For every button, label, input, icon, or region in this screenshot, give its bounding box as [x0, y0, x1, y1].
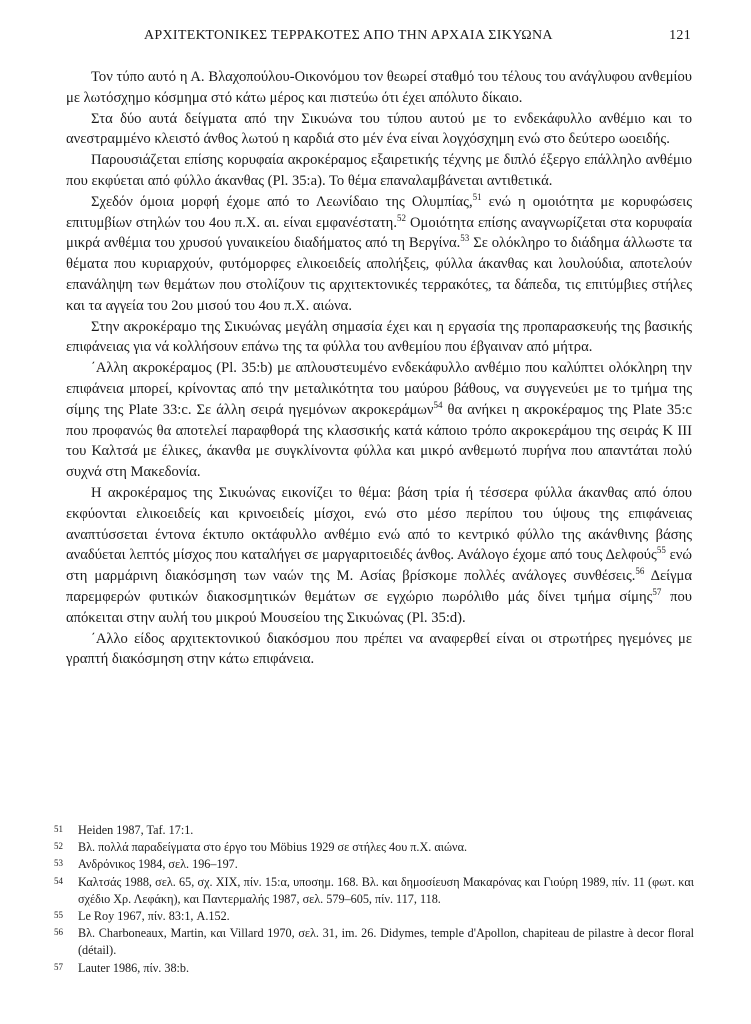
footnote-number: 56 — [54, 927, 63, 938]
footnote — [54, 908, 694, 925]
footnote — [54, 874, 694, 908]
paragraph: Παρουσιάζεται επίσης κορυφαία ακροκέραμος εξαιρετικής τέχνης με διπλό έξεργο επάλληλο ανθέμιο που εκφύεται από φύλλο άκανθας (Pl. 35:a). Το θέμα επαναλαμβάνεται αντιθετικά. — [66, 152, 692, 189]
text-run: Σε ολόκληρο το διάδημα άλλωστε τα θέματα που κυριαρχούν, φυτόμορφες ελικοειδείς απολήξεις, φύλλα άκανθας και λουλούδια, αποτελούν επανάληψη των θεμάτων που στολίζουν τις αρχιτεκτονικές τερρακότες, τα δάπεδα, τις επιτύμβιες στήλες και τα αγγεία του 2ου μισού του 4ου π.Χ. αιώνα. — [66, 235, 692, 314]
footnote-number: 52 — [54, 841, 63, 852]
text-run: Ομοιότητα επίσης αναγνωρίζεται στα κορυφαία μικρά ανθέμια του χρυσού γυναικείου διαδήματος από τη Βεργίνα. — [66, 214, 692, 252]
footnote-number: 57 — [54, 961, 63, 972]
footnote-text: Lauter 1986, πίν. 38:b. — [78, 960, 190, 975]
paragraph: Στην ακροκέραμο της Σικυώνας μεγάλη σημασία έχει και η εργασία της προπαρασκευής της βασικής επιφάνειας για νά κολλήσουν επάνω της τα φύλλα του ανθεμίου που έβγαιναν από μήτρα. — [66, 318, 692, 356]
paragraph: Στα δύο αυτά δείγματα από την Σικυώνα του τύπου αυτού με το ενδεκάφυλλο ανθέμιο και το ανεστραμμένο κλειστό άνθος λωτού η καρδιά στο μέν ένα είναι λογχόσχημη ενώ στο δεύτερο ωοειδής. — [66, 110, 692, 148]
text-run: ενώ στη μαρμάρινη διακόσμηση των ναών της Μ. Ασίας βρίσκομε πολλές ανάλογες συνθέσεις. — [66, 547, 692, 585]
text-run: Η ακροκέραμος της Σικυώνας εικονίζει το θέμα: βάση τρία ή τέσσερα φύλλα άκανθας από όπου εκφύονται ελικοειδείς και κρινοειδείς μίσχοι, ενώ στο μέσο περίπου του ύψους της επιφάνειας αναπτύσσεται έντονα έκτυπο οκτάφυλλο ανθέμιο ενώ από το κεντρικό φύλλο της ακάνθινης βάσης αναδύεται λεπτός μίσχος που καταλήγει σε μαργαριτοειδές άνθος. Ανάλογο έχομε από τους Δελφούς — [66, 484, 692, 564]
footnote-text: Καλτσάς 1988, σελ. 65, σχ. XIX, πίν. 15:α, υποσημ. 168. Βλ. και δημοσίευση Μακαρόνας και Γιούρη 1989, πίν. 11 (φωτ. και σχέδιο Χρ. Λεφάκη), και Παντερμαλής 1987, σελ. 579–605, πίν. 117, 118. — [78, 874, 694, 906]
page-number: 121 — [669, 28, 691, 43]
paragraph: ΄Αλλο είδος αρχιτεκτονικού διακόσμου που πρέπει να αναφερθεί είναι οι στρωτήρες ηγεμόνες με γραπτή διακόσμηση στην κάτω επιφάνεια. — [66, 630, 692, 668]
footnote-number: 53 — [54, 858, 63, 869]
footnote-text: Heiden 1987, Taf. 17:1. — [78, 823, 194, 837]
footnote-text: Le Roy 1967, πίν. 83:1, A.152. — [78, 909, 230, 924]
paragraph: Τον τύπο αυτό η Α. Βλαχοπούλου-Οικονόμου τον θεωρεί σταθμό του τέλους του ανάγλυφου ανθεμίου με λωτόσχημο κόσμημα στό κάτω μέρος και πιστεύω ότι έχει απόλυτο δίκαιο. — [66, 69, 692, 106]
footnote-ref-55[interactable]: 55 — [656, 545, 666, 556]
text-run: θα ανήκει η ακροκέραμος της Plate 35:c που προφανώς θα αποτελεί παραφθορά της κλασσικής κατά κάποιο τρόπο ακροκεράμου της σειράς K III του Καλτσά με έλικες, άκανθα με συγκλίνοντα φύλλα και μικρό ανθεμωτό πυρήνα που απαντάται πολύ συχνά στη Μακεδονία. — [66, 401, 692, 481]
footnotes — [54, 822, 694, 977]
footnote-text: Ανδρόνικος 1984, σελ. 196–197. — [78, 857, 238, 872]
body-text — [66, 67, 692, 670]
footnote-ref-57[interactable]: 57 — [652, 586, 662, 597]
paragraph — [66, 192, 692, 317]
text-run: ΄Αλλη ακροκέραμος (Pl. 35:b) με απλουστευμένο ενδεκάφυλλο ανθέμιο που καλύπτει ολόκληρη την επιφάνεια μπορεί, κρίνοντας από την μεταλικότητα του μαύρου βάθους, να συγγενεύει με το τμήμα της σίμης της Plate 33:c. Σε άλλη σειρά ηγεμόνων ακροκεράμων — [66, 360, 692, 418]
text-run: ενώ η ομοιότητα με κορυφώσεις επιτυμβίων στηλών του 4ου π.Χ. αι. είναι εμφανέστατη. — [66, 193, 692, 231]
footnote-ref-51[interactable]: 51 — [472, 191, 482, 202]
footnote-number: 51 — [54, 824, 63, 834]
footnote — [54, 960, 694, 977]
footnote — [54, 925, 694, 959]
footnote-ref-53[interactable]: 53 — [460, 233, 470, 244]
paragraph — [66, 483, 692, 629]
footnote-text: Βλ. πολλά παραδείγματα στο έργο του Möbius 1929 σε στήλες 4ου π.Χ. αιώνα. — [78, 840, 468, 855]
footnote — [54, 839, 694, 856]
running-title: ΑΡΧΙΤΕΚΤΟΝΙΚΕΣ ΤΕΡΡΑΚΟΤΕΣ ΑΠΟ ΤΗΝ ΑΡΧΑΙΑ ΣΙΚΥΩΝΑ — [144, 28, 553, 43]
footnote — [54, 822, 694, 839]
text-run: Σχεδόν όμοια μορφή έχομε από το Λεωνίδαιο της Ολυμπίας, — [91, 193, 473, 210]
text-run: Δείγμα παρεμφερών φυτικών διακοσμητικών θεμάτων σε εγχώριο πωρόλιθο μάς δίνει τμήμα σίμης — [66, 568, 692, 605]
footnote-ref-54[interactable]: 54 — [433, 399, 443, 410]
paragraph — [66, 358, 692, 483]
footnote-ref-52[interactable]: 52 — [396, 212, 406, 223]
footnote-number: 54 — [54, 875, 63, 886]
running-header — [66, 28, 691, 50]
footnote-ref-56[interactable]: 56 — [635, 566, 645, 577]
footnote — [54, 856, 694, 873]
footnote-text: Βλ. Charboneaux, Martin, και Villard 1970, σελ. 31, im. 26. Didymes, temple d'Apollon, chapiteau de pilastre à decor floral (détail). — [78, 926, 694, 958]
footnote-number: 55 — [54, 910, 63, 921]
text-run: που απόκειται στην αυλή του μικρού Μουσείου της Σικυώνας (Pl. 35:d). — [66, 588, 692, 626]
